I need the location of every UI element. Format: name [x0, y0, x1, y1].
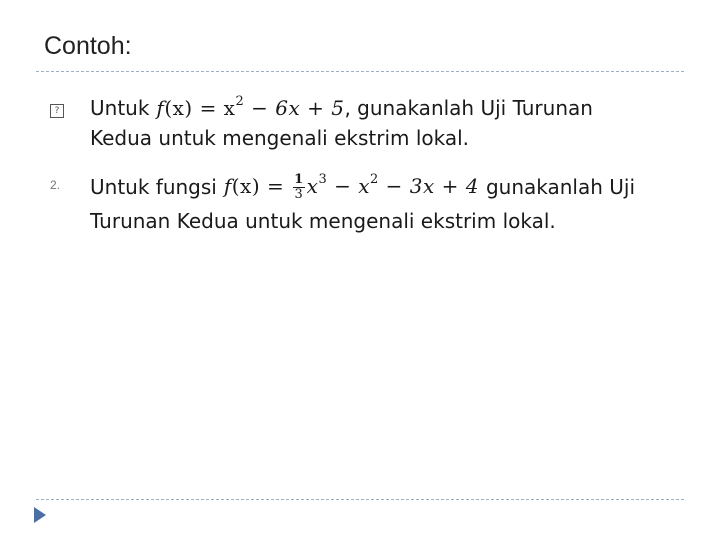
fraction-one-third: $\frac{1}{3}$	[294, 171, 304, 202]
slide-title: Contoh:	[44, 32, 132, 60]
item-2-line-2: Turunan Kedua untuk mengenali ekstrim lokal.	[90, 209, 556, 233]
list-item	[90, 93, 690, 163]
triangle-right-icon[interactable]	[33, 506, 47, 524]
item-1-line-2: Kedua untuk mengenali ekstrim lokal.	[90, 126, 470, 150]
bottom-divider	[36, 499, 684, 500]
item-1-text-before: Untuk	[90, 96, 150, 120]
top-divider	[36, 71, 684, 72]
list-item	[90, 164, 690, 244]
item-2-line-1	[90, 168, 635, 206]
item-2-marker: 2.	[50, 178, 61, 192]
item-2-text-before: Untuk fungsi	[90, 175, 217, 199]
item-1-text-after: , gunakanlah Uji Turunan	[344, 96, 593, 120]
item-2-text-after: gunakanlah Uji	[485, 175, 636, 199]
item-2-formula: f(x) = $\frac{1}{3}$ $x^3 - x^2 - 3x + 4$	[223, 171, 479, 202]
item-1-formula: $f(x) = x^2 - 6x + 5$	[156, 94, 345, 120]
item-1-marker: ?	[50, 104, 64, 118]
item-1-line-1	[90, 93, 593, 123]
